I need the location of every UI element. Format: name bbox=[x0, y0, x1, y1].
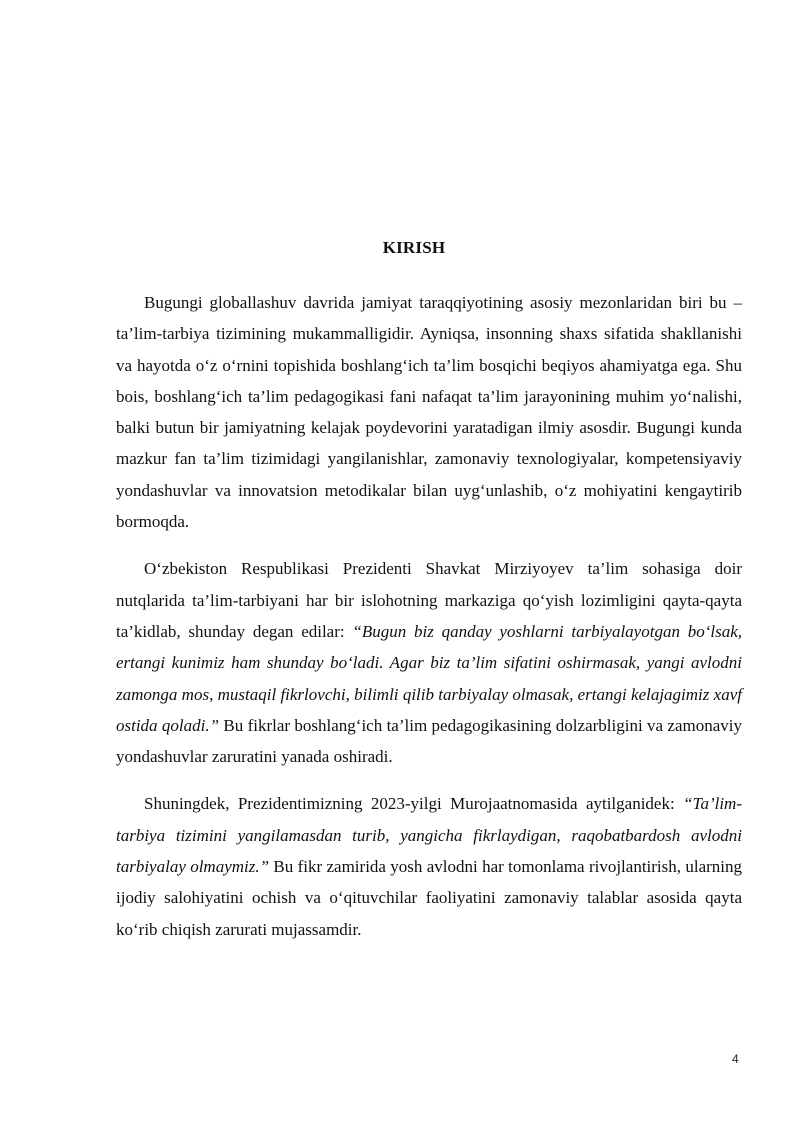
paragraph-text-after-quote: Bu fikr zamirida yosh avlodni har tomonlama rivojlantirish, ularning ijodiy salohiyatini ochish va o‘qituvchilar faoliyatini zamonaviy talablar asosida qayta ko‘rib chiqish zarurati mujassamdir. bbox=[116, 857, 743, 939]
paragraph-president-quote bbox=[116, 553, 742, 772]
president-quote: “Bugun biz qanday yoshlarni tarbiyalayotgan bo‘lsak, ertangi kunimiz ham shunday bo‘ladi. Agar biz ta’lim sifatini oshirmasak, yangi avlodni zamonga mos, mustaqil fikrlovchi, bilimli qilib tarbiyalay olmasak, ertangi kelajagimiz xavf ostida qoladi.” bbox=[116, 621, 742, 735]
address-quote: “Ta’lim-tarbiya tizimini yangilamasdan turib, yangicha fikrlaydigan, raqobatbardosh avlodni tarbiyalay olmaymiz.” bbox=[116, 794, 742, 877]
paragraph-text-before-quote: Shuningdek, Prezidentimizning 2023-yilgi Murojaatnomasida aytilganidek: bbox=[144, 794, 684, 814]
paragraph-address-quote bbox=[116, 788, 742, 944]
paragraph-introduction bbox=[116, 287, 742, 537]
paragraph-text-before-quote: O‘zbekiston Respublikasi Prezidenti Shavkat Mirziyoyev ta’lim sohasiga doir nutqlarida ta’lim-tarbiyani har bir islohotning markaziga qo‘yish lozimligini qayta-qayta ta’kidlab, shunday degan edilar: bbox=[116, 559, 742, 641]
body-text bbox=[116, 287, 742, 961]
paragraph-text: Bugungi globallashuv davrida jamiyat taraqqiyotining asosiy mezonlaridan biri bu – ta’lim-tarbiya tizimining mukammalligidir. Ayniqsa, insonning shaxs sifatida shakllanishi va hayotda o‘z o‘rnini topishida boshlang‘ich ta’lim bosqichi beqiyos ahamiyatga ega. Shu bois, boshlang‘ich ta’lim pedagogikasi fani nafaqat ta’lim jarayonining muhim yo‘nalishi, balki butun bir jamiyatning kelajak poydevorini yaratadigan ilmiy asosdir. Bugungi kunda mazkur fan ta’lim tizimidagi yangilanishlar, zamonaviy texnologiyalar, kompetensiyaviy yondashuvlar va innovatsion metodikalar bilan uyg‘unlashib, o‘z mohiyatini kengaytirib bormoqda. bbox=[116, 293, 742, 532]
paragraph-text-after-quote: Bu fikrlar boshlang‘ich ta’lim pedagogikasining dolzarbligini va zamonaviy yondashuvlar zaruratini yanada oshiradi. bbox=[116, 715, 742, 767]
section-heading: KIRISH bbox=[382, 238, 446, 257]
page-number: 4 bbox=[732, 1052, 739, 1066]
